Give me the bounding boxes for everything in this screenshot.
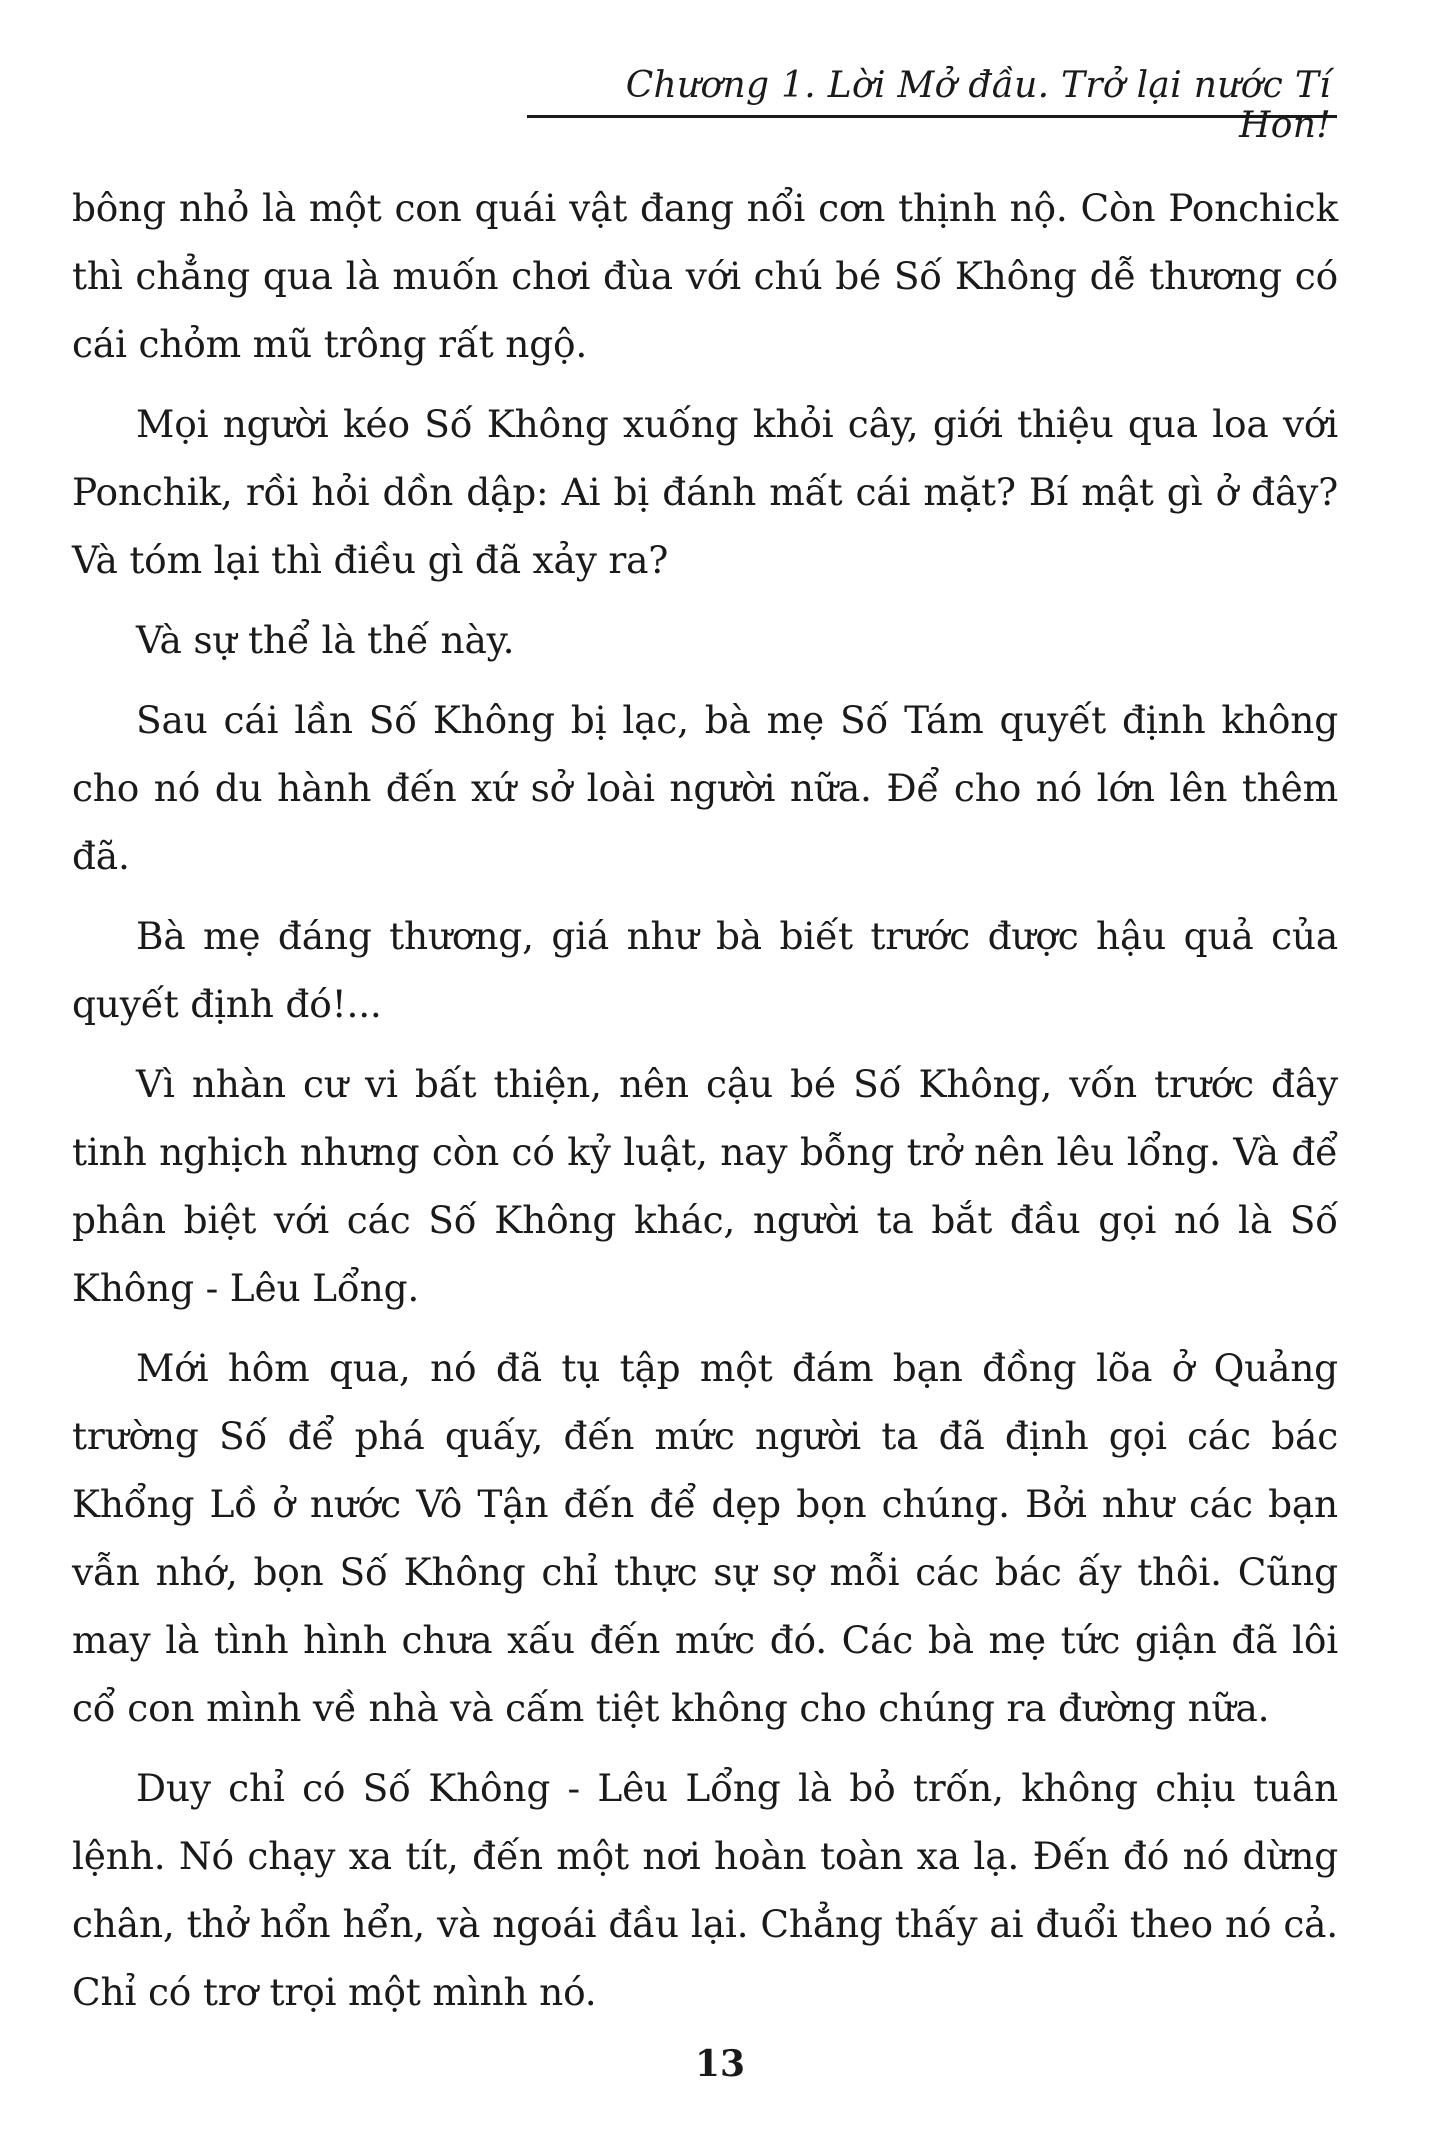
paragraph: bông nhỏ là một con quái vật đang nổi cơn thịnh nộ. Còn Ponchick thì chẳng qua là muốn chơi đùa với chú bé Số Không dễ thương có cái chỏm mũ trông rất ngộ. xyxy=(72,186,1338,366)
text-body xyxy=(72,174,1338,2038)
paragraph: Vì nhàn cư vi bất thiện, nên cậu bé Số Không, vốn trước đây tinh nghịch nhưng còn có kỷ luật, nay bỗng trở nên lêu lổng. Và để phân biệt với các Số Không khác, người ta bắt đầu gọi nó là Số Không - Lêu Lổng. xyxy=(72,1062,1338,1310)
page-number: 13 xyxy=(694,2043,746,2085)
chapter-title: Chương 1. Lời Mở đầu. Trở lại nước Tí Hon! xyxy=(625,65,1331,146)
paragraph: Bà mẹ đáng thương, giá như bà biết trước được hậu quả của quyết định đó!... xyxy=(72,914,1338,1026)
running-header xyxy=(527,65,1337,146)
paragraph: Duy chỉ có Số Không - Lêu Lổng là bỏ trốn, không chịu tuân lệnh. Nó chạy xa tít, đến một nơi hoàn toàn xa lạ. Đến đó nó dừng chân, thở hổn hển, và ngoái đầu lại. Chẳng thấy ai đuổi theo nó cả. Chỉ có trơ trọi một mình nó. xyxy=(72,1766,1338,2014)
paragraph: Mọi người kéo Số Không xuống khỏi cây, giới thiệu qua loa với Ponchik, rồi hỏi dồn dập: Ai bị đánh mất cái mặt? Bí mật gì ở đây? Và tóm lại thì điều gì đã xảy ra? xyxy=(72,402,1338,582)
paragraph: Mới hôm qua, nó đã tụ tập một đám bạn đồng lõa ở Quảng trường Số để phá quấy, đến mức người ta đã định gọi các bác Khổng Lồ ở nước Vô Tận đến để dẹp bọn chúng. Bởi như các bạn vẫn nhớ, bọn Số Không chỉ thực sự sợ mỗi các bác ấy thôi. Cũng may là tình hình chưa xấu đến mức đó. Các bà mẹ tức giận đã lôi cổ con mình về nhà và cấm tiệt không cho chúng ra đường nữa. xyxy=(72,1346,1338,1730)
paragraph: Sau cái lần Số Không bị lạc, bà mẹ Số Tám quyết định không cho nó du hành đến xứ sở loài người nữa. Để cho nó lớn lên thêm đã. xyxy=(72,698,1338,878)
paragraph: Và sự thể là thế này. xyxy=(136,618,515,662)
